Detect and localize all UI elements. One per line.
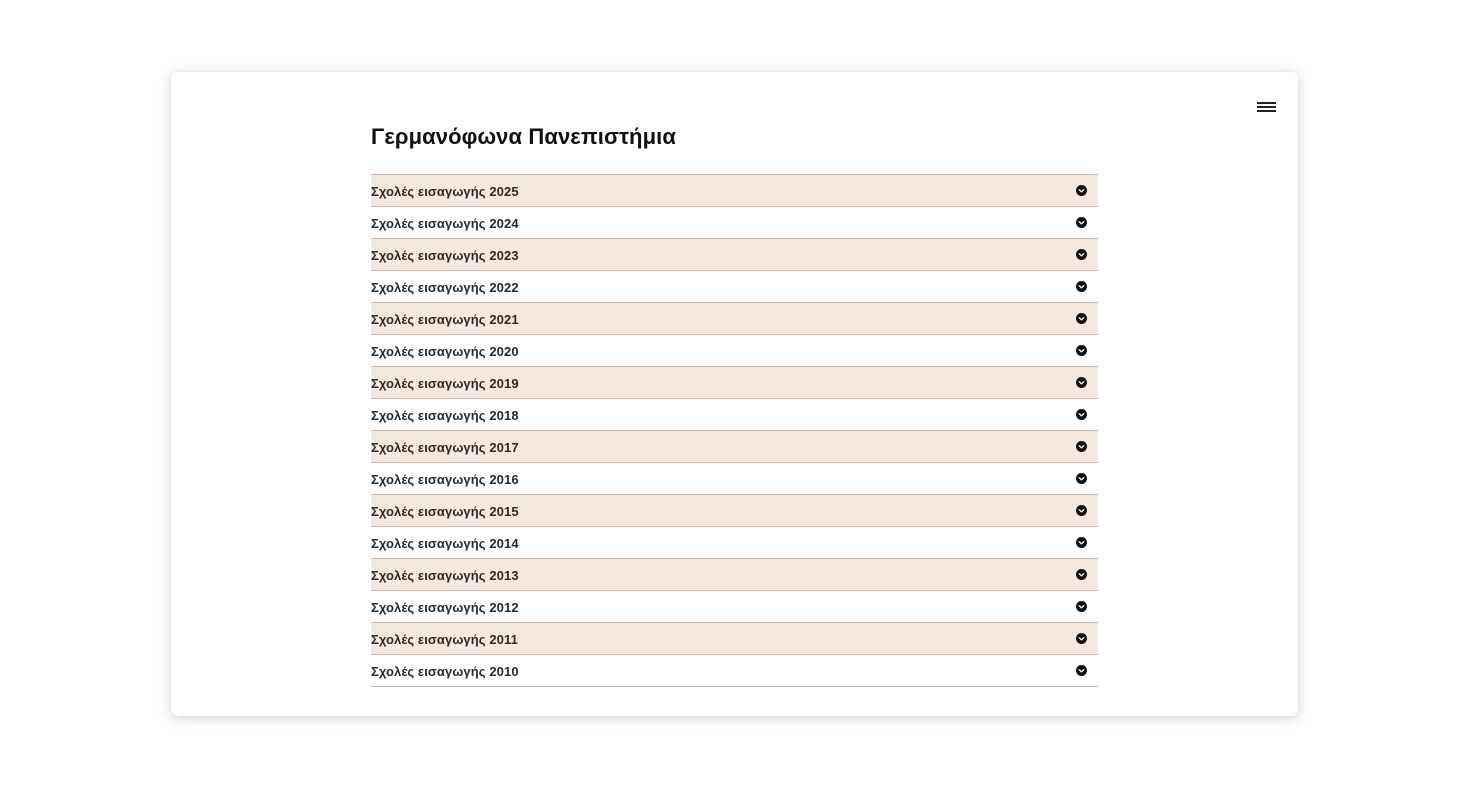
- accordion-item[interactable]: [371, 462, 1098, 494]
- accordion-item-label: Σχολές εισαγωγής 2023: [371, 248, 519, 263]
- chevron-down-icon[interactable]: [1076, 377, 1087, 388]
- chevron-down-icon[interactable]: [1076, 441, 1087, 452]
- accordion-item-label: Σχολές εισαγωγής 2024: [371, 216, 519, 231]
- chevron-down-icon[interactable]: [1076, 537, 1087, 548]
- chevron-down-icon[interactable]: [1076, 249, 1087, 260]
- chevron-down-icon[interactable]: [1076, 409, 1087, 420]
- content-card: [171, 72, 1298, 716]
- accordion-item-label: Σχολές εισαγωγής 2021: [371, 312, 519, 327]
- accordion-item[interactable]: [371, 654, 1098, 687]
- chevron-down-icon[interactable]: [1076, 281, 1087, 292]
- accordion-item-label: Σχολές εισαγωγής 2025: [371, 184, 519, 199]
- chevron-down-icon[interactable]: [1076, 185, 1087, 196]
- accordion-item-label: Σχολές εισαγωγής 2012: [371, 600, 519, 615]
- accordion-item-label: Σχολές εισαγωγής 2011: [371, 632, 518, 647]
- accordion-item[interactable]: [371, 494, 1098, 526]
- accordion-item[interactable]: [371, 398, 1098, 430]
- accordion-item[interactable]: [371, 174, 1098, 206]
- chevron-down-icon[interactable]: [1076, 633, 1087, 644]
- page-title: Γερμανόφωνα Πανεπιστήμια: [371, 124, 676, 149]
- accordion-item[interactable]: [371, 622, 1098, 654]
- accordion-item[interactable]: [371, 366, 1098, 398]
- accordion-item-label: Σχολές εισαγωγής 2016: [371, 472, 519, 487]
- accordion-list: [371, 174, 1098, 687]
- accordion-item[interactable]: [371, 430, 1098, 462]
- chevron-down-icon[interactable]: [1076, 217, 1087, 228]
- accordion-item[interactable]: [371, 558, 1098, 590]
- accordion-item-label: Σχολές εισαγωγής 2017: [371, 440, 519, 455]
- accordion-item-label: Σχολές εισαγωγής 2014: [371, 536, 519, 551]
- accordion-item-label: Σχολές εισαγωγής 2019: [371, 376, 519, 391]
- accordion-item[interactable]: [371, 334, 1098, 366]
- chevron-down-icon[interactable]: [1076, 505, 1087, 516]
- accordion-item-label: Σχολές εισαγωγής 2013: [371, 568, 519, 583]
- hamburger-menu-icon[interactable]: [1257, 102, 1276, 113]
- accordion-item[interactable]: [371, 302, 1098, 334]
- accordion-item-label: Σχολές εισαγωγής 2015: [371, 504, 519, 519]
- accordion-item-label: Σχολές εισαγωγής 2010: [371, 664, 519, 679]
- accordion-item[interactable]: [371, 238, 1098, 270]
- chevron-down-icon[interactable]: [1076, 473, 1087, 484]
- accordion-item[interactable]: [371, 206, 1098, 238]
- accordion-item-label: Σχολές εισαγωγής 2022: [371, 280, 519, 295]
- accordion-item[interactable]: [371, 270, 1098, 302]
- chevron-down-icon[interactable]: [1076, 665, 1087, 676]
- accordion-item-label: Σχολές εισαγωγής 2018: [371, 408, 519, 423]
- chevron-down-icon[interactable]: [1076, 601, 1087, 612]
- chevron-down-icon[interactable]: [1076, 345, 1087, 356]
- accordion-item-label: Σχολές εισαγωγής 2020: [371, 344, 519, 359]
- chevron-down-icon[interactable]: [1076, 569, 1087, 580]
- accordion-item[interactable]: [371, 590, 1098, 622]
- accordion-item[interactable]: [371, 526, 1098, 558]
- chevron-down-icon[interactable]: [1076, 313, 1087, 324]
